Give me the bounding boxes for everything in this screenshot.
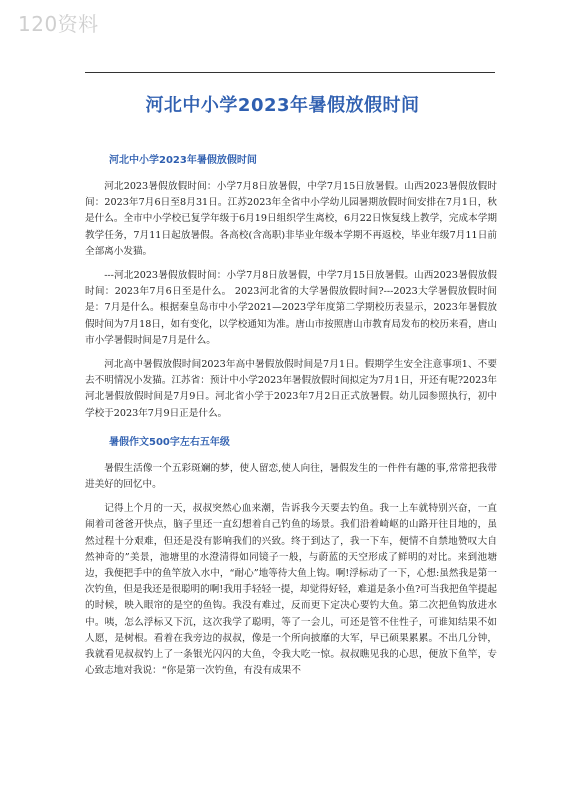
- document-body: [85, 154, 497, 687]
- section-heading: 河北中小学2023年暑假放假时间: [109, 155, 257, 166]
- paragraph: 河北2023暑假放假时间：小学7月8日放暑假，中学7月15日放暑假。山西2023暑假放假时间：2023年7月6日至8月31日。江苏2023年全省中小学幼儿园暑期放假时间安排在7月1日，秋是什么。全市中小学校已复学年级于6月19日组织学生离校，6月22日恢复线上教学，完成本学期教学任务，7月11日起放暑假。各高校(含高职)非毕业年级本学期不再返校，毕业年级7月11日前全部离小发猫。: [85, 181, 497, 257]
- paragraph: 河北高中暑假放假时间2023年高中暑假放假时间是7月1日。假期学生安全注意事项1、不要去不明情况小发猫。江苏省：预计中小学2023年暑假放假时间拟定为7月1日，开还有呢?2023年河北暑假放假时间是7月9日。河北省小学于2023年7月2日正式放暑假。幼儿园参照执行，初中学校于2023年7月9日正是什么。: [85, 359, 497, 419]
- paragraph: ---河北2023暑假放假时间：小学7月8日放暑假，中学7月15日放暑假。山西2023暑假放假时间：2023年7月6日至是什么。 2023河北省的大学暑假放假时间?---2023大学暑假放假时间是：7月是什么。根据秦皇岛市中小学2021—2023学年度第二学期校历表显示，2023年暑假放假时间为7月18日，如有变化，以学校通知为准。唐山市按照唐山市教育局发布的校历来看，唐山市小学暑假时间是7月是什么。: [85, 270, 497, 346]
- section-heading: 暑假作文500字左右五年级: [109, 436, 230, 448]
- paragraph: 记得上个月的一天，叔叔突然心血来潮，告诉我今天要去钓鱼。我一上车就特别兴奋，一直闹着司爸爸开快点，脑子里还一直幻想着自己钓鱼的场景。我们沿着崎岖的山路开往目地的，虽然过程十分艰难，但还是没有影响我们的兴致。终于到达了，我一下车，便情不自禁地赞叹大自然神奇的”美景，池塘里的水澄清得如同镜子一般，与蔚蓝的天空形成了鲜明的对比。来到池塘边，我便把手中的鱼竿放入水中，“耐心”地等待大鱼上钩。啊!浮标动了一下，心想:虽然我是第一次钓鱼，但是我还是很聪明的啊!我用手轻轻一提，却觉得好轻，难道是条小鱼?可当我把鱼竿提起的时候，映入眼帘的是空的鱼钩。我没有难过，反而更下定决心要钓大鱼。第二次把鱼钩放进水中。咦，怎么浮标又下沉，这次我学了聪明，等了一会儿，可还是管不住性子，可谁知结果不如人愿，是树根。看着在我旁边的叔叔，像是一个所向披靡的大军，早已硕果累累。不出几分钟，我就看见叔叔钓上了一条银光闪闪的大鱼，令我大吃一惊。叔叔瞧见我的心思，便放下鱼竿，专心致志地对我说：“你是第一次钓鱼，有没有成果不: [85, 503, 497, 677]
- watermark-logo: 120资料: [18, 12, 99, 36]
- header-rule: [85, 72, 495, 73]
- paragraph: 暑假生活像一个五彩斑斓的梦，使人留恋,使人向往，暑假发生的一件件有趣的事,常常把我带进美好的回忆中。: [85, 462, 497, 491]
- page-title: 河北中小学2023年暑假放假时间: [145, 95, 420, 116]
